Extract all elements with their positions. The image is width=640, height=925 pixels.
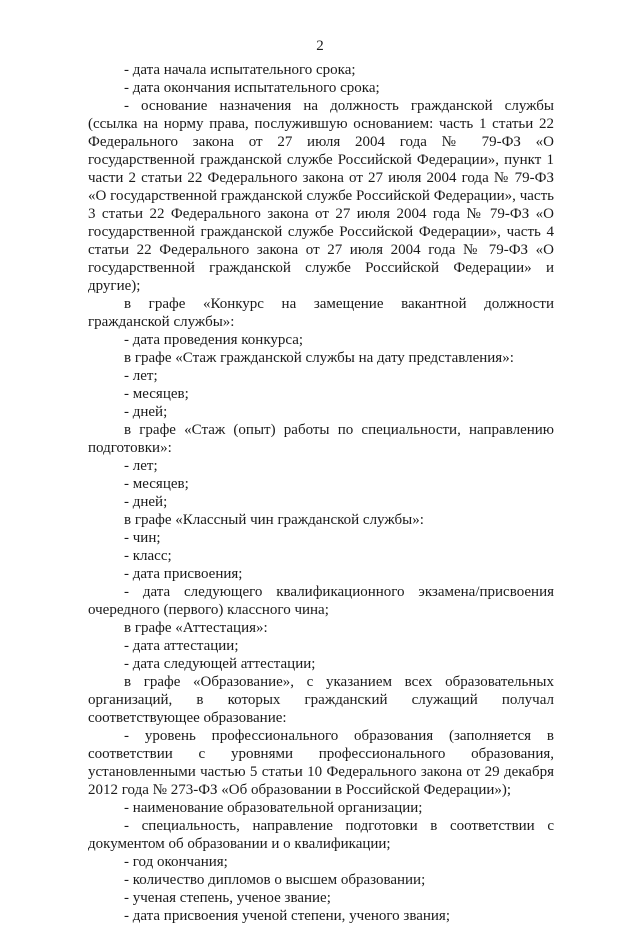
paragraph: - основание назначения на должность гражданской службы (ссылка на норму права, послужившую основанием: часть 1 статьи 22 Федерального закона от 27 июля 2004 года № 79-ФЗ «О государственной гражданской службе Российской Федерации», пункт 1 части 2 статьи 22 Федерального закона от 27 июля 2004 года № 79-ФЗ «О государственной гражданской службе Российской Федерации», часть 3 статьи 22 Федерального закона от 27 июля 2004 года № 79-ФЗ «О государственной гражданской службе Российской Федерации», часть 4 статьи 22 Федерального закона от 27 июля 2004 года № 79-ФЗ «О государственной гражданской службе Российской Федерации» и другие); [88,98,554,294]
paragraph: - количество дипломов о высшем образовании; [124,872,426,888]
paragraph: - чин; [124,530,161,546]
paragraph: - уровень профессионального образования (заполняется в соответствии с уровнями профессионального образования, установленными частью 5 статьи 10 Федерального закона от 29 декабря 2012 года № 273-ФЗ «Об образовании в Российской Федерации»); [88,728,554,798]
paragraph: - наименование образовательной организации; [124,800,423,816]
paragraph: в графе «Стаж (опыт) работы по специальности, направлению подготовки»: [88,422,554,456]
paragraph: - ученая степень, ученое звание; [124,890,331,906]
paragraph: - год окончания; [124,854,228,870]
paragraph: в графе «Классный чин гражданской службы»: [124,512,424,528]
paragraph: - лет; [124,458,158,474]
paragraph: - дата начала испытательного срока; [124,62,356,78]
paragraph: - месяцев; [124,476,189,492]
paragraph: - дата аттестации; [124,638,239,654]
document-body [88,61,554,925]
paragraph: в графе «Стаж гражданской службы на дату представления»: [124,350,514,366]
page-number: 2 [316,38,324,54]
paragraph: в графе «Образование», с указанием всех образовательных организаций, в которых гражданский служащий получал соответствующее образование: [88,674,554,726]
paragraph: - лет; [124,368,158,384]
paragraph: - класс; [124,548,172,564]
paragraph: - дата следующего квалификационного экзамена/присвоения очередного (первого) классного чина; [88,584,554,618]
paragraph: - дата следующей аттестации; [124,656,316,672]
paragraph: - дата присвоения ученой степени, ученого звания; [124,908,450,924]
paragraph: - специальность, направление подготовки в соответствии с документом об образовании и о квалификации; [88,818,554,852]
paragraph: в графе «Конкурс на замещение вакантной должности гражданской службы»: [88,296,554,330]
paragraph: в графе «Аттестация»: [124,620,268,636]
paragraph: - месяцев; [124,386,189,402]
paragraph: - дата присвоения; [124,566,243,582]
paragraph: - дата проведения конкурса; [124,332,304,348]
paragraph: - дата окончания испытательного срока; [124,80,380,96]
paragraph: - дней; [124,404,168,420]
paragraph: - дней; [124,494,168,510]
